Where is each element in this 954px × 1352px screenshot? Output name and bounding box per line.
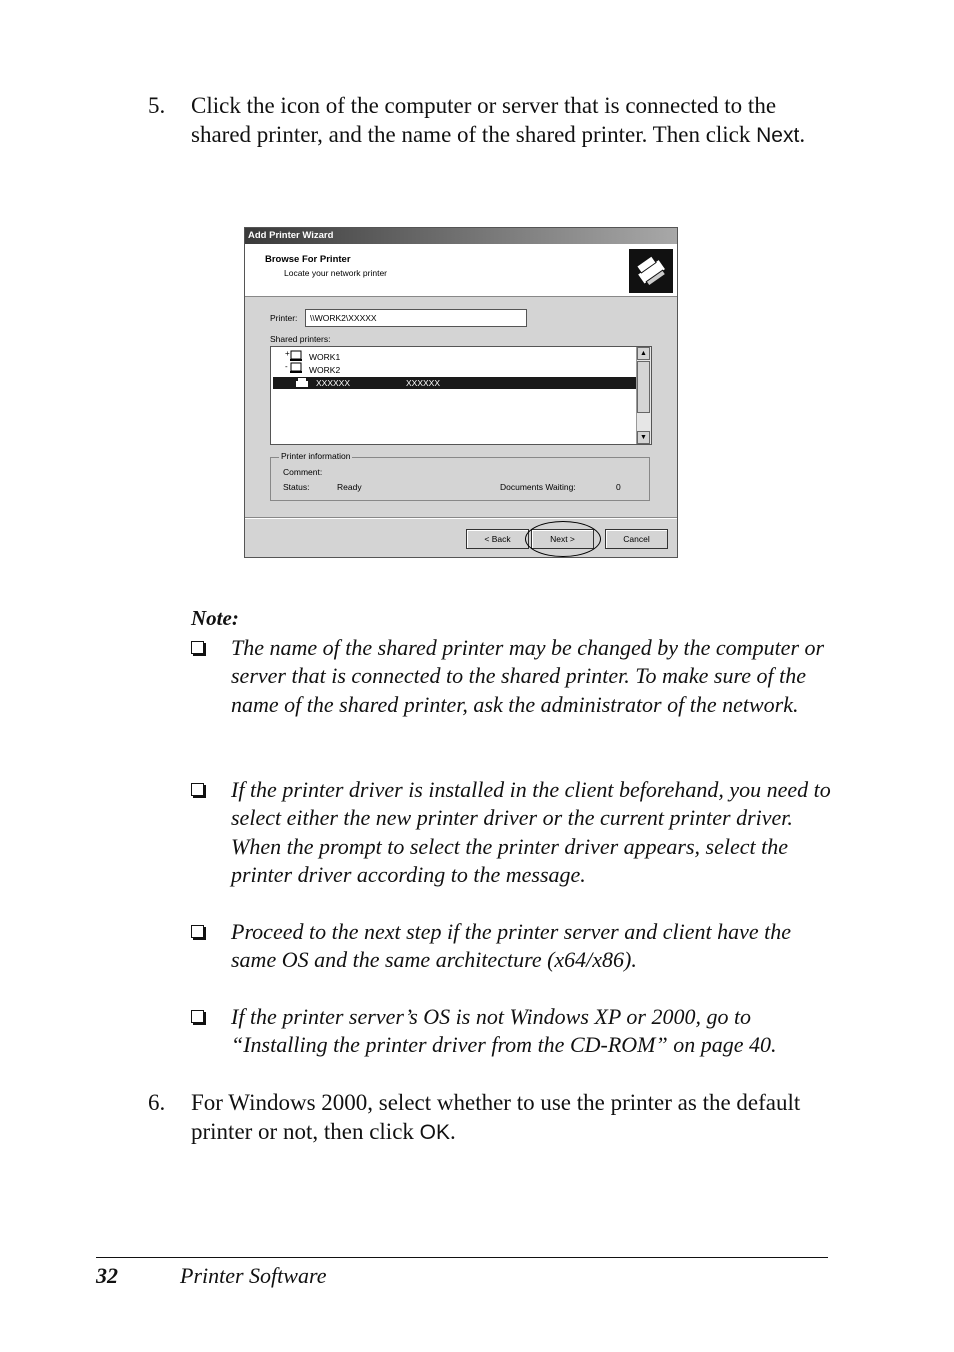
- next-button[interactable]: Next >: [531, 529, 594, 549]
- step-number: 6.: [148, 1090, 166, 1115]
- back-button[interactable]: < Back: [466, 529, 529, 549]
- add-printer-wizard-dialog: [244, 227, 678, 558]
- computer-icon: [285, 349, 307, 375]
- comment-label: Comment:: [283, 467, 323, 477]
- documents-waiting-label: Documents Waiting:: [500, 482, 576, 492]
- section-title: Printer Software: [180, 1263, 327, 1288]
- printer-path-input[interactable]: \\WORK2\XXXXX: [305, 309, 527, 327]
- documents-waiting-value: 0: [616, 482, 621, 492]
- svg-text:+: +: [285, 349, 290, 358]
- note-item: If the printer server’s OS is not Windows XP or 2000, go to “Installing the printer driver from the CD-ROM” on page 40.: [191, 1003, 831, 1060]
- tree-item-selected-printer[interactable]: XXXXXX XXXXXX: [273, 377, 636, 389]
- step-number: 5.: [148, 93, 166, 118]
- printer-information-group: [270, 451, 650, 501]
- checkbox-bullet-icon: [191, 641, 204, 654]
- footer-rule: [96, 1257, 828, 1258]
- header-title: Browse For Printer: [265, 254, 351, 265]
- tree-item-work1[interactable]: WORK1: [309, 352, 341, 362]
- group-legend: Printer information: [281, 451, 351, 461]
- status-value: Ready: [337, 482, 362, 492]
- dialog-header: [245, 244, 677, 297]
- next-highlight-circle: [525, 521, 601, 557]
- step-text: For Windows 2000, select whether to use the printer as the default printer or not, then click OK.: [191, 1090, 801, 1144]
- checkbox-bullet-icon: [191, 1010, 204, 1023]
- page-number: 32: [96, 1263, 118, 1288]
- printer-label: Printer:: [270, 313, 298, 323]
- svg-text:-: -: [285, 362, 288, 371]
- dialog-title-bar: Add Printer Wizard: [245, 228, 677, 244]
- tree-scrollbar[interactable]: [636, 347, 651, 444]
- cancel-button[interactable]: Cancel: [605, 529, 668, 549]
- shared-printers-tree[interactable]: [270, 346, 652, 445]
- shared-printers-label: Shared printers:: [270, 334, 331, 344]
- button-separator: [245, 517, 677, 519]
- note-title: Note:: [191, 606, 239, 630]
- note-item: If the printer driver is installed in the client beforehand, you need to select either the new printer driver or the current printer driver. When the prompt to select the printer driver appears, select the printer driver according to the message.: [191, 776, 831, 890]
- checkbox-bullet-icon: [191, 925, 204, 938]
- scroll-thumb[interactable]: [637, 361, 650, 413]
- printer-icon: [295, 378, 309, 388]
- tree-item-work2[interactable]: WORK2: [309, 365, 341, 375]
- checkbox-bullet-icon: [191, 783, 204, 796]
- step-6: [148, 1089, 838, 1147]
- ui-term-ok: OK: [419, 1120, 450, 1144]
- note-item: Proceed to the next step if the printer server and client have the same OS and the same architecture (x64/x86).: [191, 918, 831, 975]
- step-5: [148, 92, 838, 150]
- note-item: The name of the shared printer may be changed by the computer or server that is connected to the shared printer. To make sure of the name of the shared printer, ask the administrator of the network.: [191, 634, 831, 719]
- printer-wizard-icon: [629, 249, 673, 293]
- status-label: Status:: [283, 482, 310, 492]
- step-text: Click the icon of the computer or server that is connected to the shared printer, and the name of the shared printer. Then click Next.: [191, 93, 806, 147]
- scroll-down-icon[interactable]: ▼: [637, 431, 650, 444]
- scroll-up-icon[interactable]: ▲: [637, 347, 650, 360]
- ui-term-next: Next: [756, 123, 800, 147]
- header-subtitle: Locate your network printer: [284, 268, 387, 278]
